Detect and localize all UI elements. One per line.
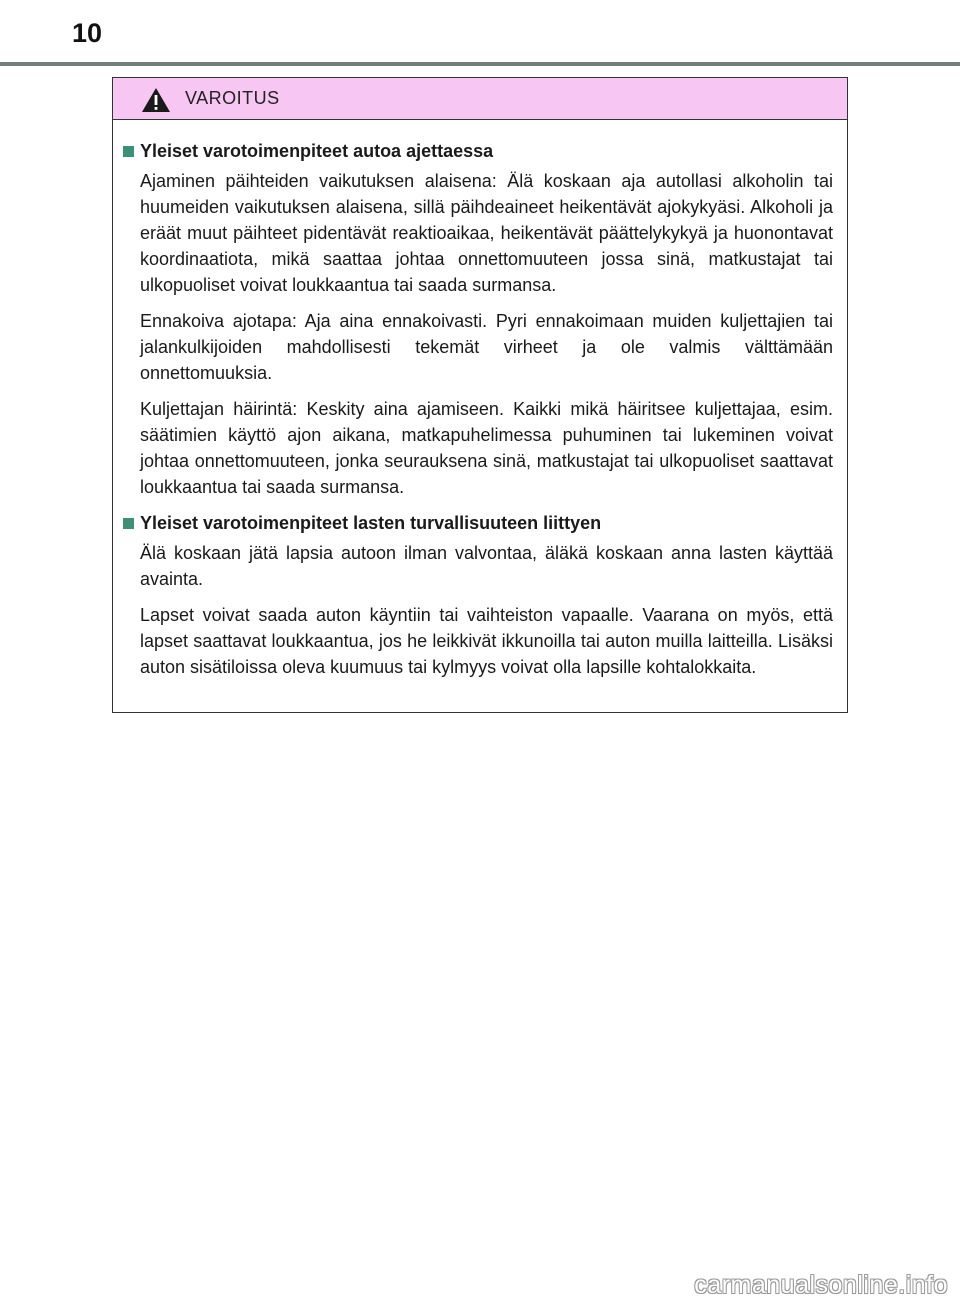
square-bullet-icon bbox=[123, 518, 134, 529]
watermark: carmanualsonline.info bbox=[694, 1271, 948, 1299]
page-number: 10 bbox=[72, 18, 103, 48]
warning-box bbox=[112, 77, 848, 713]
paragraph: Älä koskaan jätä lapsia autoon ilman valvontaa, äläkä koskaan anna lasten käyttää avainta. bbox=[140, 543, 833, 589]
section-heading bbox=[123, 510, 833, 536]
section-child-safety bbox=[123, 510, 833, 680]
square-bullet-icon bbox=[123, 146, 134, 157]
warning-body bbox=[113, 120, 847, 712]
warning-triangle-icon bbox=[141, 87, 171, 113]
section-heading-text: Yleiset varotoimenpiteet autoa ajettaessa bbox=[140, 141, 494, 161]
section-heading bbox=[123, 138, 833, 164]
header-rule bbox=[0, 62, 960, 66]
warning-title: VAROITUS bbox=[185, 88, 280, 108]
paragraph: Ajaminen päihteiden vaikutuksen alaisena: Älä koskaan aja autollasi alkoholin tai huumeiden vaikutuksen alaisena, sillä päihdeaineet heikentävät ajokykyäsi. Alkoholi ja eräät muut päihteet pidentävät reaktioaikaa, heikentävät päättelykykyä ja huonontavat koordinaatiota, mikä saattaa johtaa onnettomuuteen jossa sinä, matkustajat tai ulkopuoliset voivat loukkaantua tai saada surmansa. bbox=[140, 171, 833, 295]
paragraph: Kuljettajan häirintä: Keskity aina ajamiseen. Kaikki mikä häiritsee kuljettajaa, esim. säätimien käyttö ajon aikana, matkapuhelimessa puhuminen tai lukeminen voivat johtaa onnettomuuteen, jonka seurauksena sinä, matkustajat tai ulkopuoliset saattavat loukkaantua tai saada surmansa. bbox=[140, 399, 833, 497]
paragraph: Ennakoiva ajotapa: Aja aina ennakoivasti. Pyri ennakoimaan muiden kuljettajien tai jalankulkijoiden mahdollisesti tekemät virheet ja ole valmis välttämään onnettomuuksia. bbox=[140, 311, 833, 383]
section-heading-text: Yleiset varotoimenpiteet lasten turvallisuuteen liittyen bbox=[140, 513, 602, 533]
section-driving-precautions bbox=[123, 138, 833, 500]
warning-header bbox=[113, 78, 847, 120]
paragraph: Lapset voivat saada auton käyntiin tai vaihteiston vapaalle. Vaarana on myös, että lapset saattavat loukkaantua, jos he leikkivät ikkunoilla tai auton muilla laitteilla. Lisäksi auton sisätiloissa oleva kuumuus tai kylmyys voivat olla lapsille kohtalokkaita. bbox=[140, 605, 833, 677]
